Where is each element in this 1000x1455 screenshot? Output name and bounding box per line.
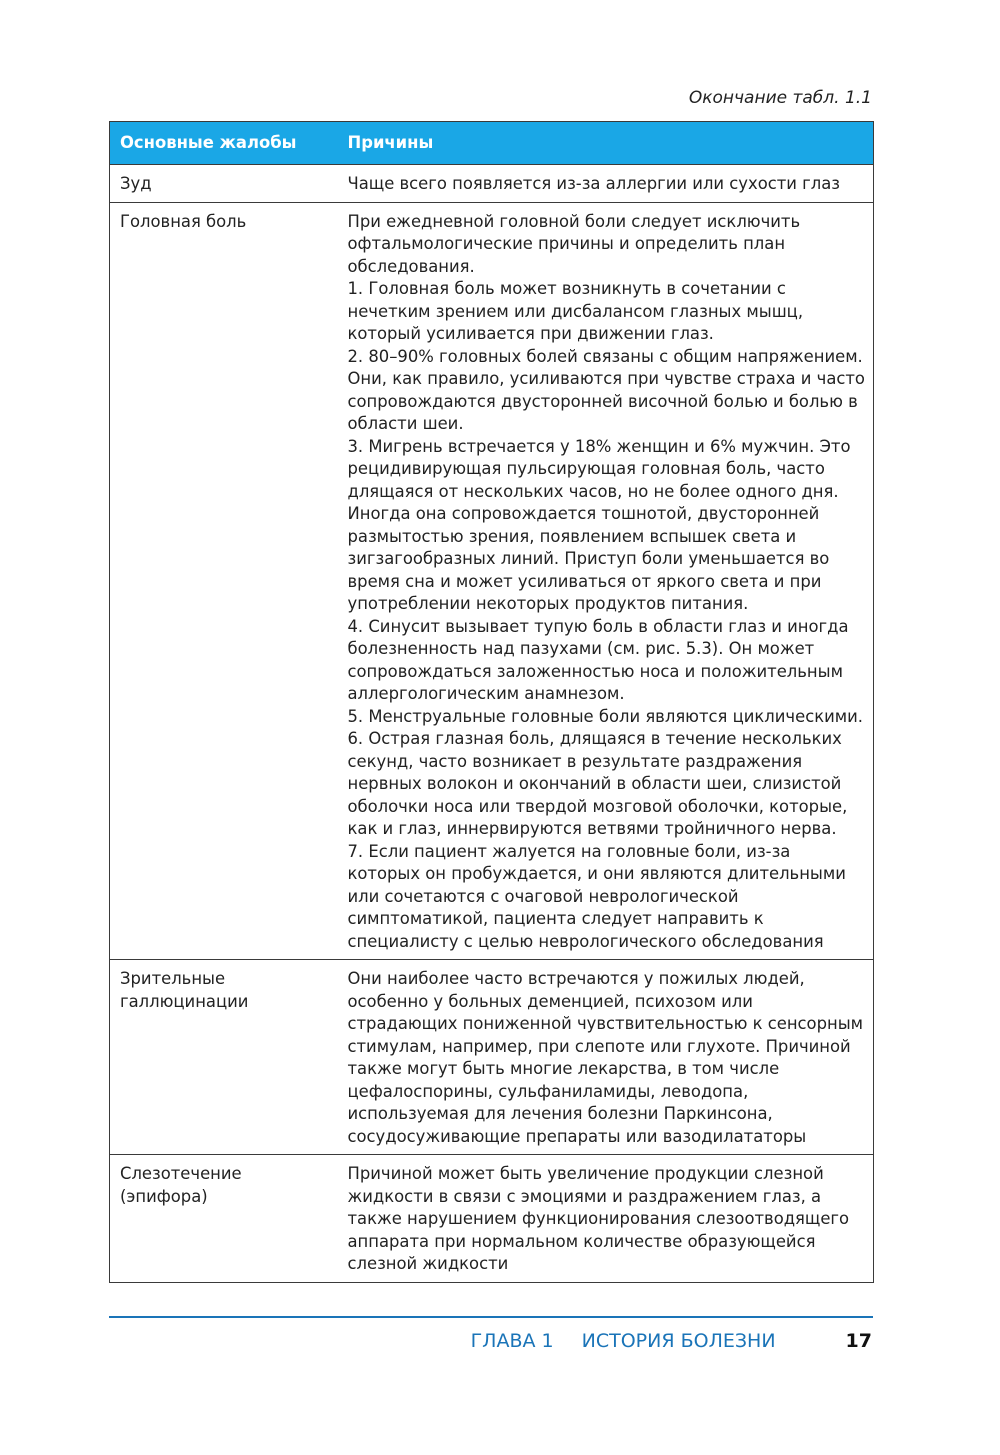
cause-paragraph: Причиной может быть увеличение продукции слезной жидкости в связи с эмоциями и раздражением глаз, а также нарушением функционирования слезоотводящего аппарата при нормальном количестве образующейся слезной жидкости [347, 1164, 850, 1273]
cause-paragraph: 1. Головная боль может возникнуть в сочетании с нечетким зрением или дисбалансом глазных мышц, который усиливается при движении глаз. [347, 279, 804, 343]
header-complaints: Основные жалобы [110, 122, 346, 165]
page-footer [471, 1330, 872, 1352]
table-header-row [110, 122, 874, 165]
cause-cell [346, 960, 874, 1155]
page-number: 17 [845, 1330, 872, 1352]
table-row [110, 202, 874, 960]
cause-paragraph: Чаще всего появляется из-за аллергии или сухости глаз [347, 174, 840, 193]
cause-paragraph: Они наиболее часто встречаются у пожилых людей, особенно у больных деменцией, психозом или страдающих пониженной чувствительностью к сенсорным стимулам, например, при слепоте или глухоте. Причиной также могут быть многие лекарства, в том числе цефалоспорины, сульфаниламиды, леводопа, используемая для лечения болезни Паркинсона, сосудосуживающие препараты или вазодилататоры [347, 969, 864, 1146]
cause-cell [346, 165, 874, 203]
cause-paragraph: 3. Мигрень встречается у 18% женщин и 6% мужчин. Это рецидивирующая пульсирующая головная боль, часто длящаяся от нескольких часов, но не более одного дня. Иногда она сопровождается тошнотой, двусторонней размытостью зрения, появлением вспышек света и зигзагообразных линий. Приступ боли уменьшается во время сна и может усиливаться от яркого света и при употреблении некоторых продуктов питания. [347, 436, 851, 613]
chapter-title: ИСТОРИЯ БОЛЕЗНИ [581, 1330, 776, 1352]
cause-paragraph: 6. Острая глазная боль, длящаяся в течение нескольких секунд, часто возникает в результате раздражения нервных волокон и окончаний в области шеи, слизистой оболочки носа или твердой мозговой оболочки, которые, как и глаз, иннервируются ветвями тройничного нерва. [347, 729, 848, 838]
footer-divider [109, 1316, 873, 1318]
table-row [110, 1155, 874, 1283]
cause-cell [346, 1155, 874, 1283]
complaint-cell: Зуд [110, 165, 346, 203]
cause-paragraph: 2. 80–90% головных болей связаны с общим напряжением. Они, как правило, усиливаются при чувстве страха и часто сопровождаются двусторонней височной болью и болью в области шеи. [347, 346, 865, 433]
cause-paragraph: 4. Синусит вызывает тупую боль в области глаз и иногда болезненность над пазухами (см. рис. 5.3). Он может сопровождаться заложенностью носа и положительным аллергологическим анамнезом. [347, 616, 849, 703]
complaints-table [109, 121, 874, 1283]
cause-cell [346, 202, 874, 960]
cause-paragraph: 5. Менструальные головные боли являются циклическими. [347, 706, 863, 726]
cause-paragraph: 7. Если пациент жалуется на головные боли, из-за которых он пробуждается, и они являются длительными или сочетаются с очаговой неврологической симптоматикой, пациента следует направить к специалисту с целью неврологического обследования [347, 841, 846, 951]
chapter-label: ГЛАВА 1 [470, 1330, 554, 1352]
complaint-cell: Головная боль [110, 202, 346, 960]
complaint-cell: Зрительные галлюцинации [110, 960, 346, 1155]
header-causes: Причины [346, 122, 874, 165]
table-row [110, 960, 874, 1155]
cause-paragraph: При ежедневной головной боли следует исключить офтальмологические причины и определить план обследования. [347, 211, 801, 276]
table-row [110, 165, 874, 203]
table-caption: Окончание табл. 1.1 [688, 88, 872, 108]
complaint-cell: Слезотечение (эпифора) [110, 1155, 346, 1283]
